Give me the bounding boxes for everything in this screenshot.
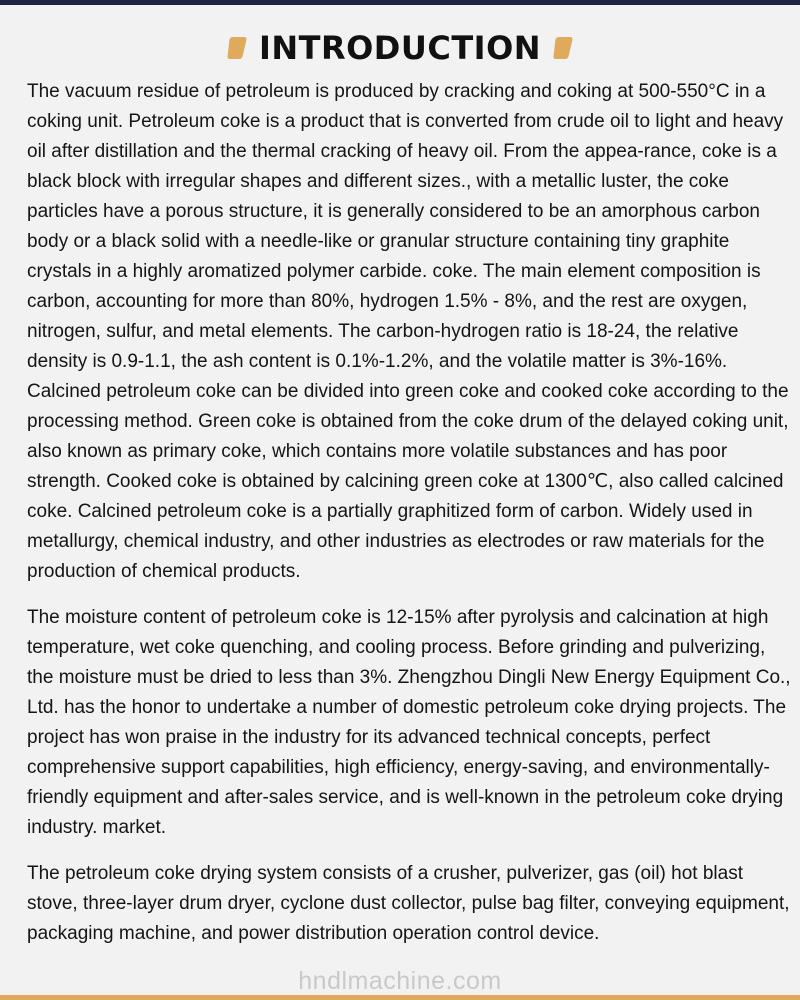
paragraph-1: The vacuum residue of petroleum is produced by cracking and coking at 500-550°C in a coking unit. Petroleum coke is a product that is converted from crude oil to light and heavy oil after distillation and the thermal cracking of heavy oil. From the appea-rance, coke is a black block with irregular shapes and different sizes., with a metallic luster, the coke particles have a porous structure, it is generally considered to be an amorphous carbon body or a black solid with a needle-like or granular structure containing tiny graphite crystals in a highly aromatized polymer carbide. coke. The main element composition is carbon, accounting for more than 80%, hydrogen 1.5% - 8%, and the rest are oxygen, nitrogen, sulfur, and metal elements. The carbon-hydrogen ratio is 18-24, the relative density is 0.9-1.1, the ash content is 0.1%-1.2%, and the volatile matter is 3%-16%. Calcined petroleum coke can be divided into green coke and cooked coke according to the processing method. Green coke is obtained from the coke drum of the delayed coking unit, also known as primary coke, which contains more volatile substances and has poor strength. Cooked coke is obtained by calcining green coke at 1300℃, also called calcined coke. Calcined petroleum coke is a partially graphitized form of carbon. Widely used in metallurgy, chemical industry, and other industries as electrodes or raw materials for the production of chemical products. <box>27 81 789 582</box>
top-accent-bar <box>0 0 800 5</box>
section-heading <box>0 26 800 70</box>
bottom-accent-bar <box>0 995 800 1000</box>
right-marker-icon <box>553 36 573 60</box>
article-body <box>27 77 791 949</box>
page-title: INTRODUCTION <box>258 29 542 67</box>
watermark: hndlmachine.com <box>298 967 502 995</box>
left-marker-icon <box>227 36 247 60</box>
paragraph-2: The moisture content of petroleum coke is 12-15% after pyrolysis and calcination at high temperature, wet coke quenching, and cooling process. Before grinding and pulverizing, the moisture must be dried to less than 3%. Zhengzhou Dingli New Energy Equipment Co., Ltd. has the honor to undertake a number of domestic petroleum coke drying projects. The project has won praise in the industry for its advanced technical concepts, perfect comprehensive support capabilities, high efficiency, energy-saving, and environmentally-friendly equipment and after-sales service, and is well-known in the petroleum coke drying industry. market. <box>27 607 791 838</box>
paragraph-3: The petroleum coke drying system consists of a crusher, pulverizer, gas (oil) hot blast stove, three-layer drum dryer, cyclone dust collector, pulse bag filter, conveying equipment, packaging machine, and power distribution operation control device. <box>27 863 790 944</box>
